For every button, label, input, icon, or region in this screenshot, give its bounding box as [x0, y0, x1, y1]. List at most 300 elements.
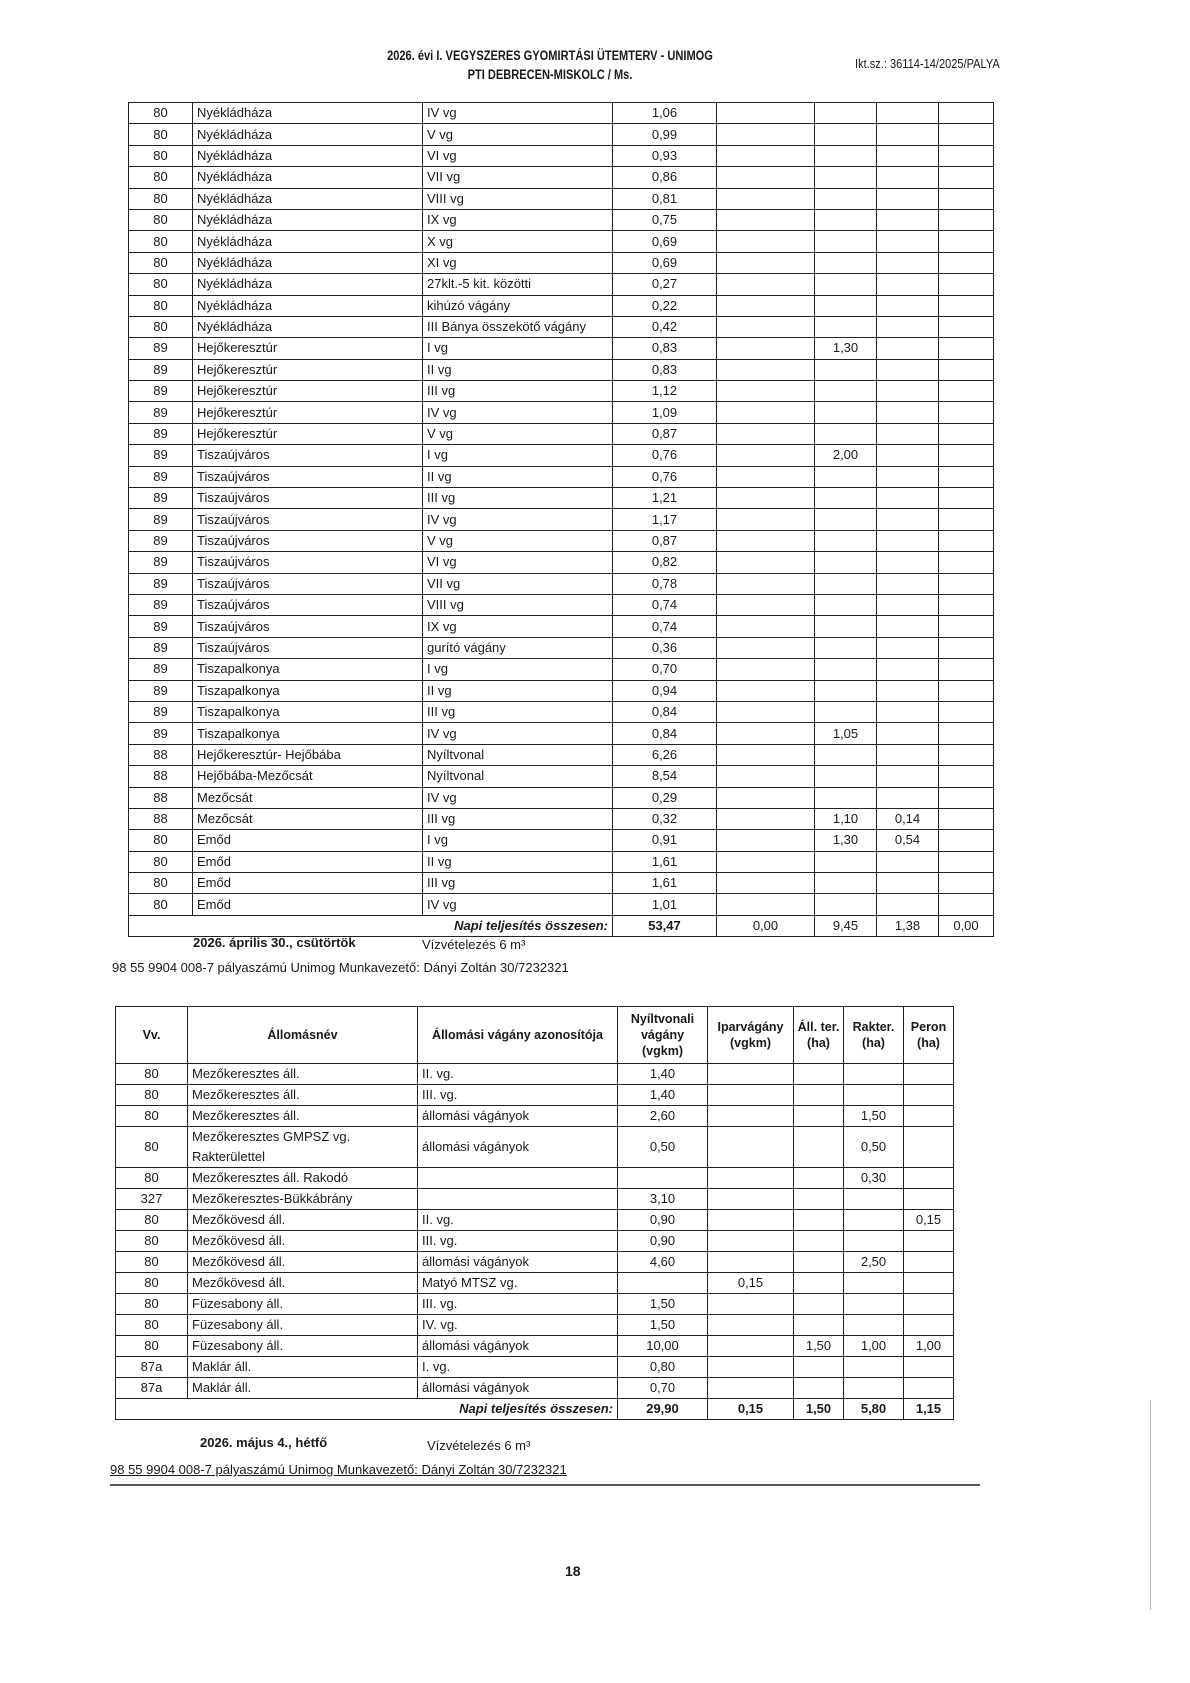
cell-vv: 89 [129, 573, 193, 594]
cell-station-area [794, 1210, 844, 1231]
cell-industrial [717, 145, 815, 166]
cell-loading-area: 1,50 [844, 1106, 904, 1127]
table-row [129, 231, 994, 252]
cell-track: Nyíltvonal [423, 744, 613, 765]
cell-track: I vg [423, 338, 613, 359]
cell-platform [939, 445, 994, 466]
cell-open-line [618, 1273, 708, 1294]
cell-track: VIII vg [423, 594, 613, 615]
table-row [129, 701, 994, 722]
cell-track: III vg [423, 873, 613, 894]
cell-open-line: 0,69 [613, 231, 717, 252]
table-row [129, 894, 994, 915]
cell-open-line: 0,83 [613, 359, 717, 380]
cell-platform [904, 1315, 954, 1336]
table-row [116, 1085, 954, 1106]
cell-station: Tiszapalkonya [193, 680, 423, 701]
cell-platform [939, 423, 994, 444]
total-station-area: 9,45 [815, 915, 877, 936]
page-number: 18 [565, 1563, 581, 1579]
cell-platform [939, 124, 994, 145]
cell-platform [904, 1064, 954, 1085]
cell-open-line: 0,27 [613, 274, 717, 295]
table-row [129, 252, 994, 273]
cell-platform [939, 723, 994, 744]
table-row [129, 466, 994, 487]
header-platform: Peron (ha) [904, 1007, 954, 1064]
cell-station: Nyékládháza [193, 209, 423, 230]
cell-loading-area: 0,50 [844, 1127, 904, 1168]
table-row [129, 616, 994, 637]
cell-platform [939, 103, 994, 124]
date-label: 2026. május 4., hétfő [200, 1435, 328, 1450]
cell-loading-area [877, 530, 939, 551]
cell-open-line: 0,32 [613, 808, 717, 829]
cell-industrial [717, 701, 815, 722]
table-row [129, 766, 994, 787]
cell-station: Nyékládháza [193, 295, 423, 316]
cell-platform [939, 616, 994, 637]
cell-station-area [815, 766, 877, 787]
cell-vv: 89 [129, 552, 193, 573]
table-row [129, 167, 994, 188]
cell-vv: 89 [129, 466, 193, 487]
cell-loading-area: 0,30 [844, 1168, 904, 1189]
cell-vv: 89 [129, 680, 193, 701]
cell-platform: 0,15 [904, 1210, 954, 1231]
cell-open-line: 0,93 [613, 145, 717, 166]
cell-vv: 88 [129, 744, 193, 765]
cell-station-area [815, 316, 877, 337]
cell-station: Mezőkeresztes áll. [188, 1064, 418, 1085]
cell-station: Hejőkeresztúr [193, 402, 423, 423]
cell-open-line: 1,01 [613, 894, 717, 915]
cell-industrial [717, 381, 815, 402]
header-row [116, 1007, 954, 1064]
cell-loading-area [877, 701, 939, 722]
cell-vv: 80 [129, 145, 193, 166]
title-line-1: 2026. évi I. VEGYSZERES GYOMIRTÁSI ÜTEMTERV - UNIMOG [387, 48, 713, 63]
document-title [320, 46, 779, 84]
cell-open-line: 0,90 [618, 1210, 708, 1231]
table-row [129, 680, 994, 701]
table-row [129, 851, 994, 872]
cell-track: II vg [423, 680, 613, 701]
cell-industrial [717, 466, 815, 487]
cell-vv: 80 [116, 1294, 188, 1315]
cell-industrial [717, 573, 815, 594]
table-row [129, 103, 994, 124]
cell-loading-area [844, 1064, 904, 1085]
table-row [129, 188, 994, 209]
cell-industrial [717, 723, 815, 744]
cell-open-line: 0,91 [613, 830, 717, 851]
cell-platform [939, 145, 994, 166]
cell-track: V vg [423, 423, 613, 444]
cell-loading-area [877, 787, 939, 808]
cell-vv: 80 [129, 316, 193, 337]
cell-industrial [717, 103, 815, 124]
cell-track: III. vg. [418, 1294, 618, 1315]
table-row [129, 530, 994, 551]
cell-station: Hejőkeresztúr [193, 423, 423, 444]
cell-track: állomási vágányok [418, 1336, 618, 1357]
cell-station-area [815, 167, 877, 188]
table-row [129, 659, 994, 680]
cell-vv: 89 [129, 445, 193, 466]
cell-open-line: 0,90 [618, 1231, 708, 1252]
table-row [129, 274, 994, 295]
cell-loading-area [877, 766, 939, 787]
total-open-line: 29,90 [618, 1399, 708, 1420]
cell-station-area [815, 637, 877, 658]
cell-platform [939, 637, 994, 658]
cell-open-line: 0,42 [613, 316, 717, 337]
cell-industrial [717, 637, 815, 658]
cell-open-line: 1,21 [613, 488, 717, 509]
cell-loading-area [844, 1315, 904, 1336]
cell-open-line [618, 1168, 708, 1189]
cell-station-area [794, 1064, 844, 1085]
cell-platform [939, 787, 994, 808]
table-row [116, 1127, 954, 1168]
cell-station: Mezőkövesd áll. [188, 1273, 418, 1294]
divider-line [110, 1484, 980, 1486]
cell-station-area [815, 252, 877, 273]
table-row [129, 423, 994, 444]
cell-open-line: 0,36 [613, 637, 717, 658]
cell-platform [939, 209, 994, 230]
cell-station-area: 1,30 [815, 338, 877, 359]
cell-platform [939, 659, 994, 680]
cell-track: Matyó MTSZ vg. [418, 1273, 618, 1294]
cell-vv: 80 [129, 167, 193, 188]
cell-open-line: 0,84 [613, 723, 717, 744]
cell-station-area [815, 488, 877, 509]
header-open-line: Nyíltvonali vágány (vgkm) [618, 1007, 708, 1064]
table-row [129, 830, 994, 851]
cell-station-area [794, 1189, 844, 1210]
cell-vv: 80 [129, 103, 193, 124]
cell-station: Tiszaújváros [193, 466, 423, 487]
cell-platform [939, 808, 994, 829]
cell-station: Mezőkeresztes áll. [188, 1085, 418, 1106]
cell-industrial [717, 274, 815, 295]
cell-track: gurító vágány [423, 637, 613, 658]
cell-loading-area [877, 744, 939, 765]
cell-loading-area [877, 573, 939, 594]
cell-open-line: 0,22 [613, 295, 717, 316]
cell-industrial [708, 1231, 794, 1252]
cell-station-area [794, 1378, 844, 1399]
cell-station-area [815, 359, 877, 380]
cell-platform [939, 873, 994, 894]
cell-vv: 89 [129, 701, 193, 722]
cell-loading-area [877, 488, 939, 509]
cell-track: V vg [423, 124, 613, 145]
cell-vv: 80 [116, 1252, 188, 1273]
cell-open-line: 3,10 [618, 1189, 708, 1210]
cell-station: Tiszaújváros [193, 488, 423, 509]
cell-vv: 89 [129, 659, 193, 680]
cell-platform [904, 1168, 954, 1189]
cell-industrial [717, 338, 815, 359]
cell-station: Emőd [193, 873, 423, 894]
cell-loading-area [877, 103, 939, 124]
cell-open-line: 1,06 [613, 103, 717, 124]
cell-platform [904, 1252, 954, 1273]
cell-vv: 89 [129, 509, 193, 530]
cell-track: VII vg [423, 167, 613, 188]
cell-track: III Bánya összekötő vágány [423, 316, 613, 337]
header-station: Állomásnév [188, 1007, 418, 1064]
water-label: Vízvételezés 6 m³ [422, 937, 526, 952]
cell-open-line: 0,29 [613, 787, 717, 808]
cell-station: Nyékládháza [193, 124, 423, 145]
table-row [116, 1378, 954, 1399]
cell-open-line: 8,54 [613, 766, 717, 787]
cell-station-area: 1,50 [794, 1336, 844, 1357]
cell-open-line: 0,50 [618, 1127, 708, 1168]
cell-open-line: 1,61 [613, 851, 717, 872]
cell-station: Mezőcsát [193, 787, 423, 808]
table-row [129, 637, 994, 658]
cell-track: IV vg [423, 787, 613, 808]
cell-station-area [815, 894, 877, 915]
cell-industrial [717, 231, 815, 252]
cell-track: VI vg [423, 145, 613, 166]
table-row [129, 209, 994, 230]
cell-loading-area [877, 723, 939, 744]
cell-loading-area [844, 1357, 904, 1378]
cell-station-area [815, 423, 877, 444]
cell-industrial [708, 1315, 794, 1336]
cell-station-area [815, 680, 877, 701]
cell-station: Mezőkövesd áll. [188, 1231, 418, 1252]
cell-platform [939, 530, 994, 551]
cell-station: Füzesabony áll. [188, 1315, 418, 1336]
total-row [129, 915, 994, 936]
table-row [129, 124, 994, 145]
cell-platform [904, 1085, 954, 1106]
cell-loading-area: 2,50 [844, 1252, 904, 1273]
header-vv: Vv. [116, 1007, 188, 1064]
cell-station: Tiszaújváros [193, 616, 423, 637]
cell-station-area [794, 1231, 844, 1252]
cell-industrial [717, 445, 815, 466]
cell-platform [939, 830, 994, 851]
cell-station: Emőd [193, 894, 423, 915]
table-row [116, 1273, 954, 1294]
water-label: Vízvételezés 6 m³ [427, 1438, 531, 1453]
cell-track: III. vg. [418, 1085, 618, 1106]
cell-open-line: 1,09 [613, 402, 717, 423]
cell-platform [939, 316, 994, 337]
total-label: Napi teljesítés összesen: [116, 1399, 618, 1420]
total-platform: 1,15 [904, 1399, 954, 1420]
cell-open-line: 0,87 [613, 530, 717, 551]
cell-vv: 80 [129, 274, 193, 295]
cell-vv: 87a [116, 1357, 188, 1378]
cell-track: állomási vágányok [418, 1378, 618, 1399]
cell-loading-area [877, 124, 939, 145]
cell-industrial [717, 188, 815, 209]
cell-station-area [815, 188, 877, 209]
cell-station: Hejőkeresztúr [193, 338, 423, 359]
cell-vv: 80 [129, 830, 193, 851]
cell-station: Hejőkeresztúr [193, 359, 423, 380]
cell-industrial [717, 488, 815, 509]
cell-track: 27klt.-5 kit. közötti [423, 274, 613, 295]
cell-industrial [717, 766, 815, 787]
scan-edge-line [1150, 1400, 1151, 1610]
cell-track: I. vg. [418, 1357, 618, 1378]
cell-vv: 88 [129, 808, 193, 829]
cell-station: Mezőkeresztes-Bükkábrány [188, 1189, 418, 1210]
cell-loading-area [877, 509, 939, 530]
cell-station-area [794, 1273, 844, 1294]
cell-platform [939, 402, 994, 423]
cell-industrial [708, 1357, 794, 1378]
cell-vv: 80 [129, 252, 193, 273]
cell-track: állomási vágányok [418, 1127, 618, 1168]
cell-open-line: 6,26 [613, 744, 717, 765]
cell-open-line: 0,75 [613, 209, 717, 230]
cell-vv: 80 [116, 1168, 188, 1189]
cell-vv: 80 [129, 873, 193, 894]
cell-industrial [708, 1189, 794, 1210]
cell-station-area [815, 209, 877, 230]
cell-industrial [717, 124, 815, 145]
title-line-2: PTI DEBRECEN-MISKOLC / Ms. [467, 67, 633, 82]
cell-industrial [708, 1336, 794, 1357]
total-industrial: 0,15 [708, 1399, 794, 1420]
cell-station-area [815, 873, 877, 894]
cell-loading-area [877, 338, 939, 359]
cell-station: Nyékládháza [193, 145, 423, 166]
cell-station: Nyékládháza [193, 316, 423, 337]
cell-track: IV vg [423, 402, 613, 423]
cell-open-line: 1,40 [618, 1064, 708, 1085]
cell-platform [904, 1127, 954, 1168]
cell-track: IX vg [423, 209, 613, 230]
total-station-area: 1,50 [794, 1399, 844, 1420]
cell-station-area [815, 274, 877, 295]
cell-vv: 89 [129, 488, 193, 509]
cell-open-line: 10,00 [618, 1336, 708, 1357]
cell-loading-area [877, 466, 939, 487]
cell-open-line: 0,74 [613, 594, 717, 615]
table-row [116, 1315, 954, 1336]
cell-industrial [717, 209, 815, 230]
cell-station-area [815, 295, 877, 316]
cell-track: II vg [423, 851, 613, 872]
cell-platform [939, 680, 994, 701]
cell-loading-area [844, 1273, 904, 1294]
cell-station-area [794, 1168, 844, 1189]
cell-platform [939, 231, 994, 252]
cell-station-area [794, 1294, 844, 1315]
cell-station: Mezőkeresztes áll. [188, 1106, 418, 1127]
cell-open-line: 1,40 [618, 1085, 708, 1106]
table-body [116, 1064, 954, 1399]
cell-industrial [717, 744, 815, 765]
cell-platform [939, 851, 994, 872]
cell-vv: 80 [116, 1106, 188, 1127]
cell-platform [939, 594, 994, 615]
table-row [129, 402, 994, 423]
cell-station: Mezőkeresztes GMPSZ vg. Rakterülettel [188, 1127, 418, 1168]
cell-station: Mezőkövesd áll. [188, 1252, 418, 1273]
cell-station-area [815, 701, 877, 722]
cell-open-line: 0,74 [613, 616, 717, 637]
cell-industrial [717, 252, 815, 273]
cell-platform [939, 701, 994, 722]
cell-track [418, 1189, 618, 1210]
table-row [116, 1252, 954, 1273]
cell-station: Nyékládháza [193, 103, 423, 124]
cell-loading-area [844, 1294, 904, 1315]
cell-open-line: 0,70 [618, 1378, 708, 1399]
cell-vv: 88 [129, 787, 193, 808]
cell-station-area [815, 744, 877, 765]
cell-platform [939, 295, 994, 316]
cell-vv: 89 [129, 359, 193, 380]
cell-loading-area [877, 359, 939, 380]
cell-open-line: 2,60 [618, 1106, 708, 1127]
cell-station: Füzesabony áll. [188, 1336, 418, 1357]
cell-track: állomási vágányok [418, 1106, 618, 1127]
header-industrial: Iparvágány (vgkm) [708, 1007, 794, 1064]
cell-industrial [717, 830, 815, 851]
header-loading-area: Rakter. (ha) [844, 1007, 904, 1064]
cell-vv: 80 [116, 1085, 188, 1106]
cell-vv: 88 [129, 766, 193, 787]
cell-loading-area: 0,14 [877, 808, 939, 829]
cell-vv: 80 [129, 894, 193, 915]
cell-industrial [708, 1168, 794, 1189]
cell-vv: 80 [116, 1315, 188, 1336]
cell-track: IV vg [423, 723, 613, 744]
cell-industrial [717, 616, 815, 637]
cell-open-line: 0,86 [613, 167, 717, 188]
cell-industrial [717, 402, 815, 423]
table-row [129, 808, 994, 829]
cell-station-area [815, 530, 877, 551]
cell-station-area [815, 573, 877, 594]
cell-track: IX vg [423, 616, 613, 637]
cell-industrial [717, 316, 815, 337]
cell-vv: 80 [129, 295, 193, 316]
cell-station: Tiszaújváros [193, 530, 423, 551]
cell-loading-area [877, 402, 939, 423]
table-row [116, 1168, 954, 1189]
cell-track: Nyíltvonal [423, 766, 613, 787]
cell-open-line: 0,70 [613, 659, 717, 680]
cell-open-line: 1,61 [613, 873, 717, 894]
cell-industrial [717, 359, 815, 380]
cell-station: Tiszaújváros [193, 637, 423, 658]
cell-loading-area [844, 1210, 904, 1231]
cell-track: I vg [423, 445, 613, 466]
table-row [129, 145, 994, 166]
cell-industrial [717, 295, 815, 316]
cell-loading-area [877, 188, 939, 209]
cell-industrial [708, 1085, 794, 1106]
cell-platform [939, 488, 994, 509]
table-row [129, 381, 994, 402]
cell-vv: 89 [129, 423, 193, 444]
